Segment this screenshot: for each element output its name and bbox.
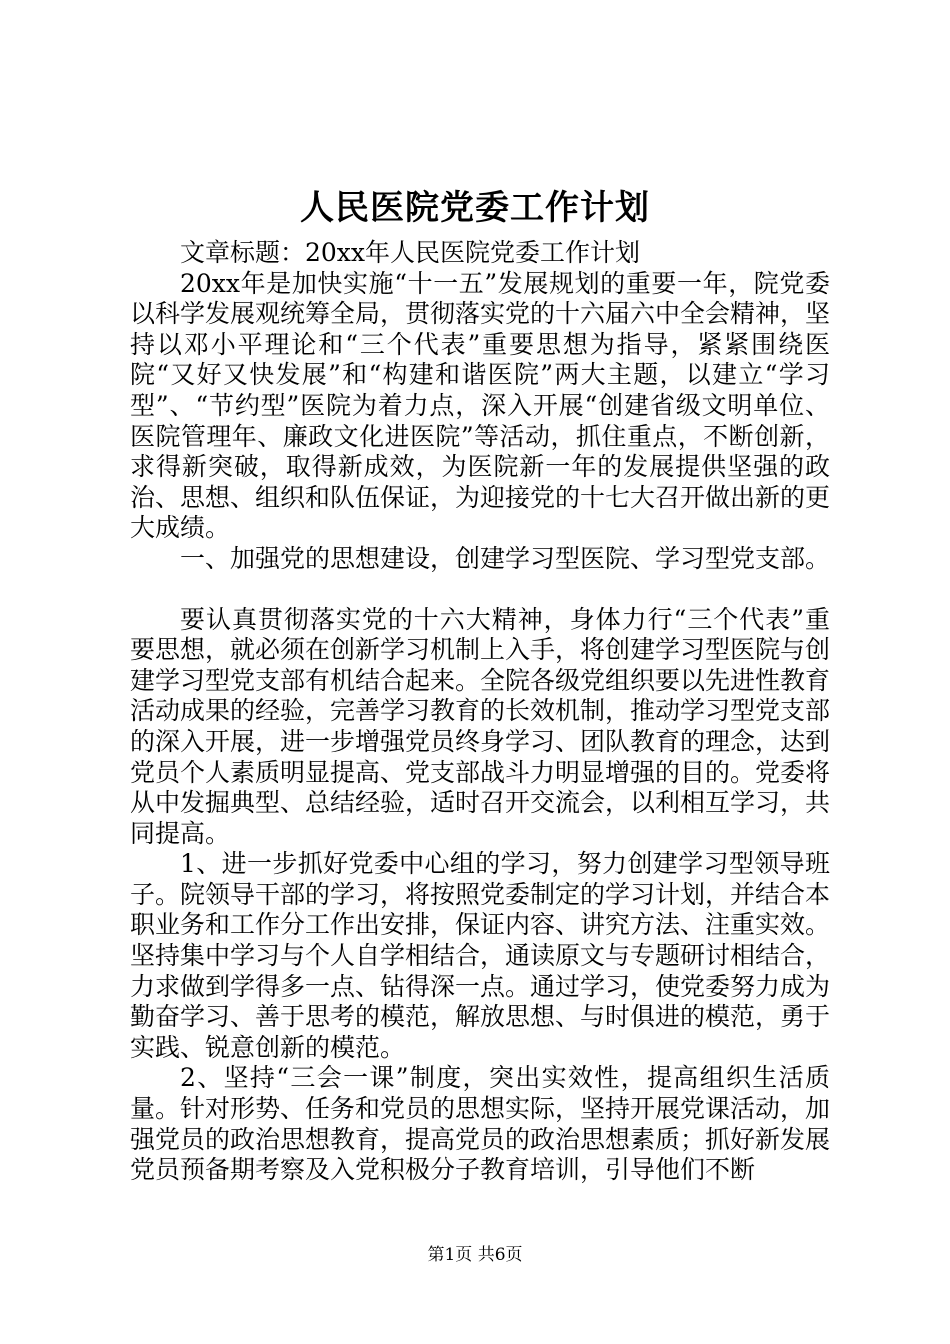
document-body xyxy=(130,238,830,1186)
article-title-line: 文章标题：20xx年人民医院党委工作计划 xyxy=(180,238,641,267)
section-heading: 一、加强党的思想建设，创建学习型医院、学习型党支部。 xyxy=(180,543,831,573)
blank-line xyxy=(130,575,830,605)
intro-paragraph: 20xx年是加快实施“十一五”发展规划的重要一年，院党委以科学发展观统筹全局，贯彻落实党的十六届六中全会精神，坚持以邓小平理论和“三个代表”重要思想为指导，紧紧围绕医院“又好又快发展”和“构建和谐医院”两大主题，以建立“学习型”、“节约型”医院为着力点，深入开展“创建省级文明单位、医院管理年、廉政文化进医院”等活动，抓住重点，不断创新，求得新突破，取得新成效，为医院新一年的发展提供坚强的政治、思想、组织和队伍保证，为迎接党的十七大召开做出新的更大成绩。 xyxy=(130,268,831,543)
section-paragraph: 要认真贯彻落实党的十六大精神，身体力行“三个代表”重要思想，就必须在创新学习机制上入手，将创建学习型医院与创建学习型党支部有机结合起来。全院各级党组织要以先进性教育活动成果的经验，完善学习教育的长效机制，推动学习型党支部的深入开展，进一步增强党员终身学习、团队教育的理念，达到党员个人素质明显提高、党支部战斗力明显增强的目的。党委将从中发掘典型、总结经验，适时召开交流会，以利相互学习，共同提高。 xyxy=(130,604,831,848)
page-footer: 第1页 共6页 xyxy=(427,1245,523,1265)
item-1-paragraph: 1、进一步抓好党委中心组的学习，努力创建学习型领导班子。院领导干部的学习，将按照党委制定的学习计划，并结合本职业务和工作分工作出安排，保证内容、讲究方法、注重实效。坚持集中学习与个人自学相结合，通读原文与专题研讨相结合，力求做到学得多一点、钻得深一点。通过学习，使党委努力成为勤奋学习、善于思考的模范，解放思想、与时俱进的模范，勇于实践、锐意创新的模范。 xyxy=(130,849,831,1062)
document-title: 人民医院党委工作计划 xyxy=(300,188,650,228)
item-2-paragraph: 2、坚持“三会一课”制度，突出实效性，提高组织生活质量。针对形势、任务和党员的思想实际，坚持开展党课活动，加强党员的政治思想教育，提高党员的政治思想素质；抓好新发展党员预备期考察及入党积极分子教育培训，引导他们不断 xyxy=(130,1063,831,1185)
